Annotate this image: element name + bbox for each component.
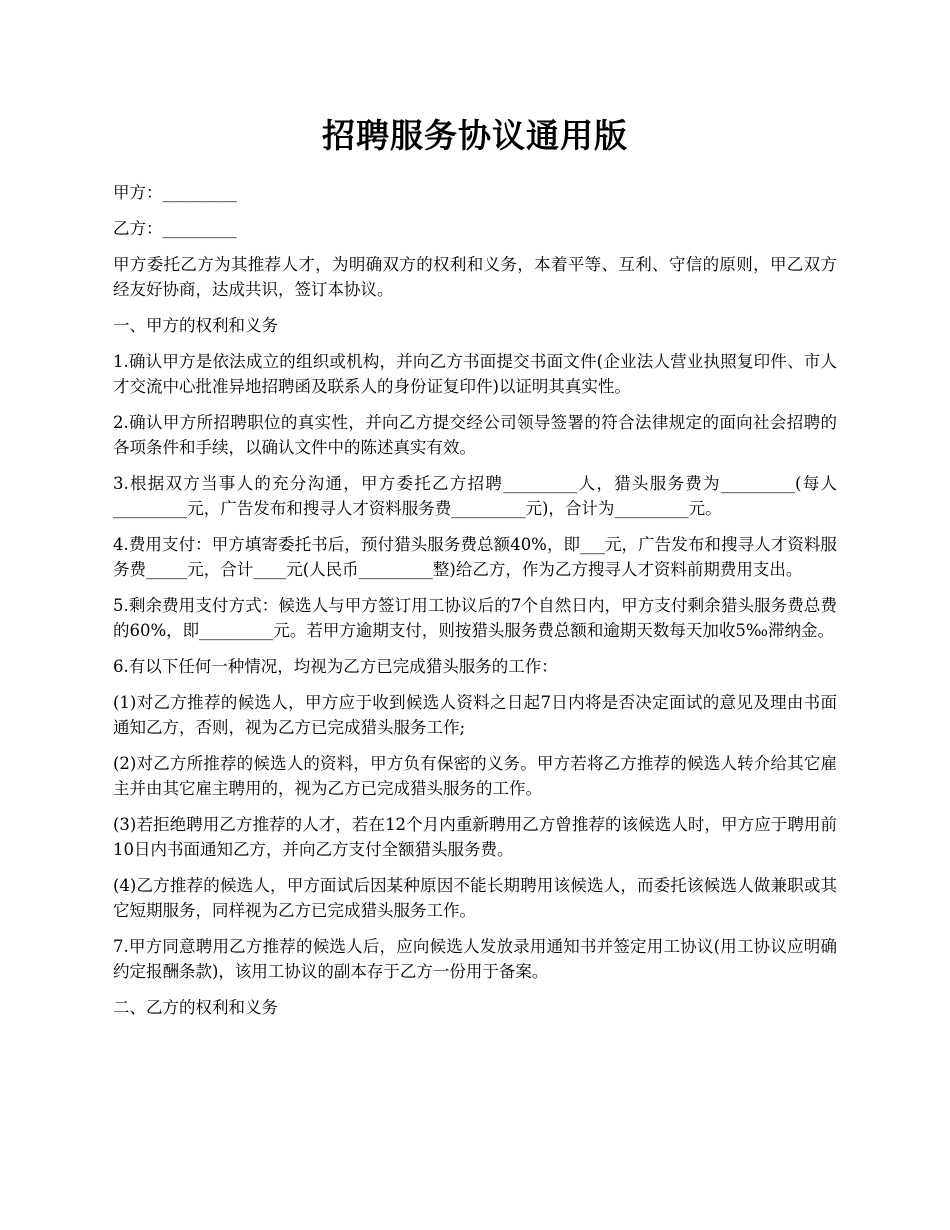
party-b-line: 乙方：_________ — [113, 219, 237, 238]
section-heading-party-a: 一、甲方的权利和义务 — [113, 316, 278, 335]
section-heading-party-b: 二、乙方的权利和义务 — [113, 998, 278, 1017]
clause-4: 4.费用支付：甲方填寄委托书后，预付猎头服务费总额40%，即___元，广告发布和搜寻人才资料服务费_____元，合计____元(人民币_________整)给乙方，作为乙方搜寻人才资料前期费用支出。 — [113, 535, 837, 579]
clause-5: 5.剩余费用支付方式：候选人与甲方签订用工协议后的7个自然日内，甲方支付剩余猎头服务费总费的60%，即_________元。若甲方逾期支付，则按猎头服务费总额和逾期天数每天加收5‰滞纳金。 — [113, 596, 837, 640]
clause-6: 6.有以下任何一种情况，均视为乙方已完成猎头服务的工作： — [113, 657, 558, 676]
clause-2: 2.确认甲方所招聘职位的真实性，并向乙方提交经公司领导签署的符合法律规定的面向社会招聘的各项条件和手续，以确认文件中的陈述真实有效。 — [113, 413, 837, 457]
clause-6-item-1: (1)对乙方推荐的候选人，甲方应于收到候选人资料之日起7日内将是否决定面试的意见及理由书面通知乙方，否则，视为乙方已完成猎头服务工作; — [113, 693, 837, 737]
clause-3: 3.根据双方当事人的充分沟通，甲方委托乙方招聘_________人，猎头服务费为_________(每人_________元，广告发布和搜寻人才资料服务费_________元)，合计为_________元。 — [113, 474, 837, 518]
clause-1: 1.确认甲方是依法成立的组织或机构，并向乙方书面提交书面文件(企业法人营业执照复印件、市人才交流中心批准异地招聘函及联系人的身份证复印件)以证明其真实性。 — [113, 352, 837, 396]
document-page — [113, 112, 837, 1031]
intro-paragraph: 甲方委托乙方为其推荐人才，为明确双方的权利和义务，本着平等、互利、守信的原则，甲乙双方经友好协商，达成共识，签订本协议。 — [113, 255, 837, 299]
document-title: 招聘服务协议通用版 — [322, 116, 628, 155]
party-a-line: 甲方：_________ — [113, 183, 237, 202]
clause-6-item-3: (3)若拒绝聘用乙方推荐的人才，若在12个月内重新聘用乙方曾推荐的该候选人时，甲方应于聘用前10日内书面通知乙方，并向乙方支付全额猎头服务费。 — [113, 815, 837, 859]
clause-7: 7.甲方同意聘用乙方推荐的候选人后，应向候选人发放录用通知书并签定用工协议(用工协议应明确约定报酬条款)，该用工协议的副本存于乙方一份用于备案。 — [113, 937, 837, 981]
clause-6-item-4: (4)乙方推荐的候选人，甲方面试后因某种原因不能长期聘用该候选人，而委托该候选人做兼职或其它短期服务，同样视为乙方已完成猎头服务工作。 — [113, 876, 837, 920]
clause-6-item-2: (2)对乙方所推荐的候选人的资料，甲方负有保密的义务。甲方若将乙方推荐的候选人转介给其它雇主并由其它雇主聘用的，视为乙方已完成猎头服务的工作。 — [113, 754, 837, 798]
